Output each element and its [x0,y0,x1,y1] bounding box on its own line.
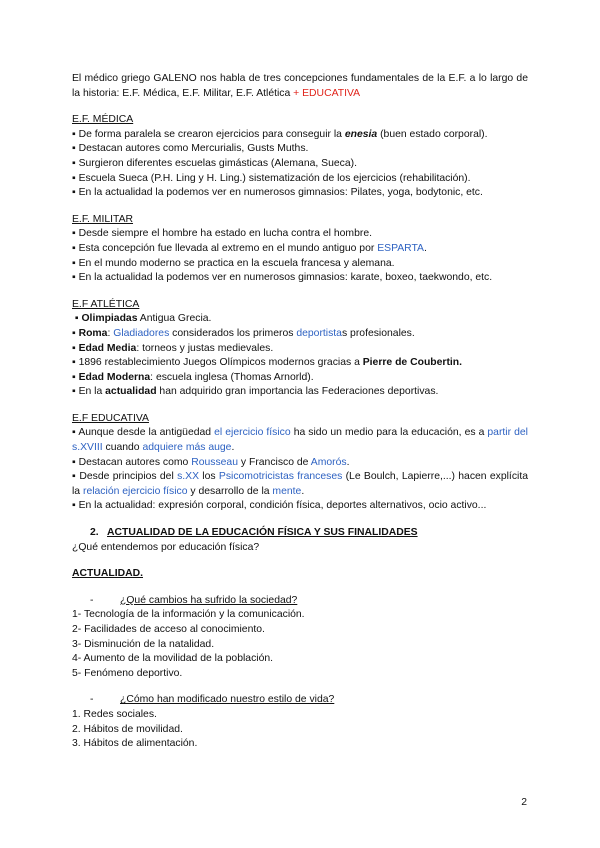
intro-paragraph: El médico griego GALENO nos habla de tres concepciones fundamentales de la E.F. a lo largo de la historia: E.F. Médica, E.F. Militar, E.F. Atlética + EDUCATIVA [72,73,528,99]
section-title: 2. ACTUALIDAD DE LA EDUCACIÓN FÍSICA Y SUS FINALIDADES [90,527,418,539]
heading-militar: E.F. MILITAR [72,213,134,225]
bullet-icon: ▪ [72,143,76,155]
bullet-icon: ▪ [72,456,76,468]
list-item: ▪ Escuela Sueca (P.H. Ling y H. Ling.) sistematización de los ejercicios (rehabilitación). [72,172,471,184]
bullet-icon: ▪ [72,242,76,254]
heading-actualidad: ACTUALIDAD. [72,568,143,580]
heading-atletica: E.F ATLÉTICA [72,298,140,310]
bullet-icon: ▪ [72,357,76,369]
section-question: ¿Qué entendemos por educación física? [72,541,260,553]
list-item: ▪ Esta concepción fue llevada al extremo en el mundo antiguo por ESPARTA. [72,242,427,254]
list-item: 1. Redes sociales. [72,708,157,720]
list-item: ▪ De forma paralela se crearon ejercicios para conseguir la enesia (buen estado corporal). [72,128,488,140]
bullet-icon: ▪ [72,187,76,199]
list-item: ▪ En la actualidad la podemos ver en numerosos gimnasios: Pilates, yoga, bodytonic, etc. [72,187,483,199]
bullet-icon: ▪ [72,157,76,169]
bullet-icon: ▪ [72,257,76,269]
list-item: 2. Hábitos de movilidad. [72,723,183,735]
heading-medica: E.F. MÉDICA [72,114,134,126]
list-item: ▪ Olimpiadas Antigua Grecia. [74,313,212,325]
bullet-icon: ▪ [72,327,76,339]
list-item: 1- Tecnología de la información y la comunicación. [72,609,305,621]
list-item: ▪ Edad Moderna: escuela inglesa (Thomas Arnorld). [72,371,314,383]
list-item: ▪ 1896 restablecimiento Juegos Olímpicos modernos gracias a Pierre de Coubertin. [72,357,463,369]
bullet-icon: ▪ [74,313,79,325]
bullet-icon: ▪ [72,500,76,512]
list-item: 3- Disminución de la natalidad. [72,638,215,650]
list-item: ▪ En la actualidad: expresión corporal, condición física, deportes alternativos, ocio activo... [72,500,487,512]
question-estilo-vida: - ¿Cómo han modificado nuestro estilo de vida? [90,694,335,706]
list-item: ▪ Aunque desde la antigüedad el ejercicio físico ha sido un medio para la educación, es a partir del s.XVIII cuando adquiere más auge. [72,427,528,454]
document-body [72,72,528,752]
list-item: 4- Aumento de la movilidad de la población. [72,653,274,665]
list-item: 5- Fenómeno deportivo. [72,667,183,679]
list-item: ▪ Desde siempre el hombre ha estado en lucha contra el hombre. [72,228,372,240]
bullet-icon: ▪ [72,471,77,483]
bullet-icon: ▪ [72,427,76,439]
bullet-icon: ▪ [72,272,76,284]
heading-educativa: E.F EDUCATIVA [72,412,149,424]
page-number: 2 [521,797,527,808]
bullet-icon: ▪ [72,371,76,383]
list-item: ▪ Destacan autores como Rousseau y Francisco de Amorós. [72,456,350,468]
question-sociedad: - ¿Qué cambios ha sufrido la sociedad? [90,594,298,606]
list-item: ▪ Edad Media: torneos y justas medievales. [72,342,274,354]
intro-highlight: + EDUCATIVA [293,87,361,99]
list-item: ▪ Desde principios del s.XX los Psicomotricistas franceses (Le Boulch, Lapierre,...) hacen explícita la relación ejercicio físico y desarrollo de la mente. [72,471,528,497]
list-item: ▪ Surgieron diferentes escuelas gimásticas (Alemana, Sueca). [72,157,357,169]
list-item: 3. Hábitos de alimentación. [72,738,198,750]
bullet-icon: ▪ [72,172,76,184]
bullet-icon: ▪ [72,386,76,398]
bullet-icon: ▪ [72,228,76,240]
bullet-icon: ▪ [72,342,76,354]
list-item: ▪ En la actualidad la podemos ver en numerosos gimnasios: karate, boxeo, taekwondo, etc. [72,272,493,284]
list-item: ▪ En la actualidad han adquirido gran importancia las Federaciones deportivas. [72,386,439,398]
list-item: ▪ En el mundo moderno se practica en la escuela francesa y alemana. [72,257,395,269]
list-item: 2- Facilidades de acceso al conocimiento. [72,624,265,635]
list-item: ▪ Roma: Gladiadores considerados los primeros deportistas profesionales. [72,327,415,339]
bullet-icon: ▪ [72,128,76,140]
list-item: ▪ Destacan autores como Mercurialis, Gusts Muths. [72,143,309,155]
